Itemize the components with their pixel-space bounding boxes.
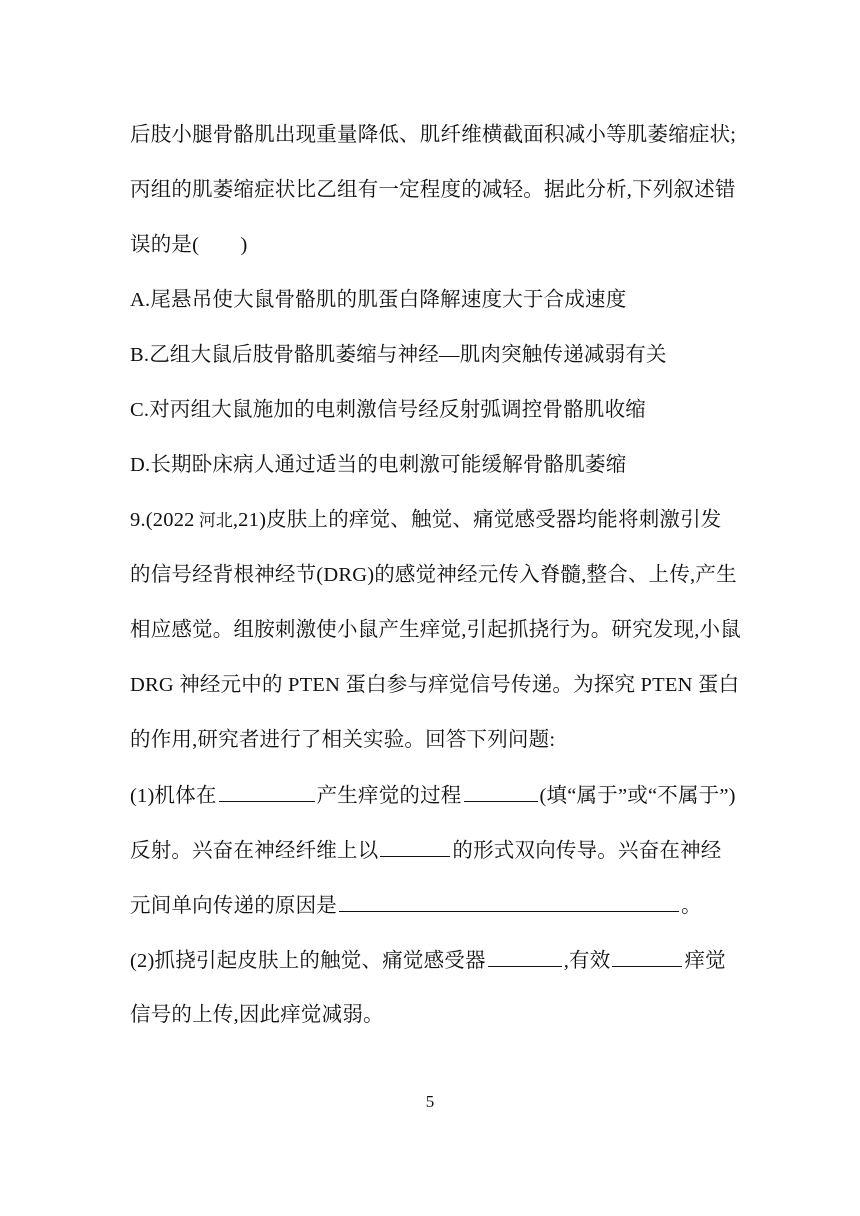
text-span: 的形式双向传导。兴奋在神经 [452, 840, 722, 862]
text-span: (填“属于”或“不属于”) [539, 785, 736, 807]
text-span: C.对丙组大鼠施加的电刺激信号经反射弧调控骨骼肌收缩 [130, 399, 646, 421]
text-span: D.长期卧床病人通过适当的电刺激可能缓解骨骼肌萎缩 [130, 454, 627, 476]
text-span: 的信号经背根神经节(DRG)的感觉神经元传入脊髓,整合、上传,产生 [130, 564, 737, 586]
text-span: 反射。兴奋在神经纤维上以 [130, 840, 379, 862]
option-c [130, 396, 646, 424]
text-span: 产生痒觉的过程 [316, 785, 462, 807]
text-span: 误的是( ) [130, 234, 248, 256]
option-a [130, 286, 626, 314]
text-span: 信号的上传,因此痒觉减弱。 [130, 1004, 384, 1026]
text-span: A.尾悬吊使大鼠骨骼肌的肌蛋白降解速度大于合成速度 [130, 289, 627, 311]
answer-blank[interactable] [219, 781, 315, 802]
option-b [130, 341, 667, 369]
text-span: 痒觉 [684, 950, 726, 972]
text-span: (2)抓挠引起皮肤上的触觉、痛觉感受器 [130, 950, 486, 972]
subquestion-2-line-2 [130, 1001, 384, 1029]
page-number: 5 [425, 1092, 435, 1111]
answer-blank[interactable] [612, 946, 682, 967]
option-d [130, 451, 626, 479]
subquestion-1-line-2 [130, 836, 722, 865]
question-number: 9.(2022 [130, 509, 195, 531]
question-9-header [130, 506, 722, 535]
text-span: 相应感觉。组胺刺激使小鼠产生痒觉,引起抓挠行为。研究发现,小鼠 [130, 619, 741, 641]
answer-blank[interactable] [339, 891, 679, 912]
text-line [130, 561, 737, 589]
text-span: 丙组的肌萎缩症状比乙组有一定程度的减轻。据此分析,下列叙述错 [130, 179, 736, 201]
text-span: DRG 神经元中的 PTEN 蛋白参与痒觉信号传递。为探究 PTEN 蛋白 [130, 674, 740, 696]
text-span: 的作用,研究者进行了相关实验。回答下列问题: [130, 729, 556, 751]
text-line [130, 616, 741, 644]
text-span: 后肢小腿骨骼肌出现重量降低、肌纤维横截面积减小等肌萎缩症状; [130, 124, 737, 146]
text-line [130, 176, 736, 204]
text-span: (1)机体在 [130, 785, 217, 807]
subquestion-1-line-3 [130, 891, 702, 920]
text-line [130, 121, 736, 149]
question-source: 河北 [194, 511, 233, 530]
subquestion-2-line-1 [130, 946, 726, 975]
text-line [130, 231, 248, 259]
answer-blank[interactable] [464, 781, 538, 802]
text-line [130, 726, 555, 754]
text-span: 。 [681, 895, 702, 917]
text-span: ,21)皮肤上的痒觉、触觉、痛觉感受器均能将刺激引发 [232, 509, 722, 531]
answer-blank[interactable] [380, 836, 450, 857]
text-span: B.乙组大鼠后肢骨骼肌萎缩与神经—肌肉突触传递减弱有关 [130, 344, 667, 366]
text-span: ,有效 [563, 950, 611, 972]
subquestion-1-line-1 [130, 781, 736, 810]
answer-blank[interactable] [488, 946, 562, 967]
text-span: 元间单向传递的原因是 [130, 895, 337, 917]
text-line [130, 671, 739, 699]
